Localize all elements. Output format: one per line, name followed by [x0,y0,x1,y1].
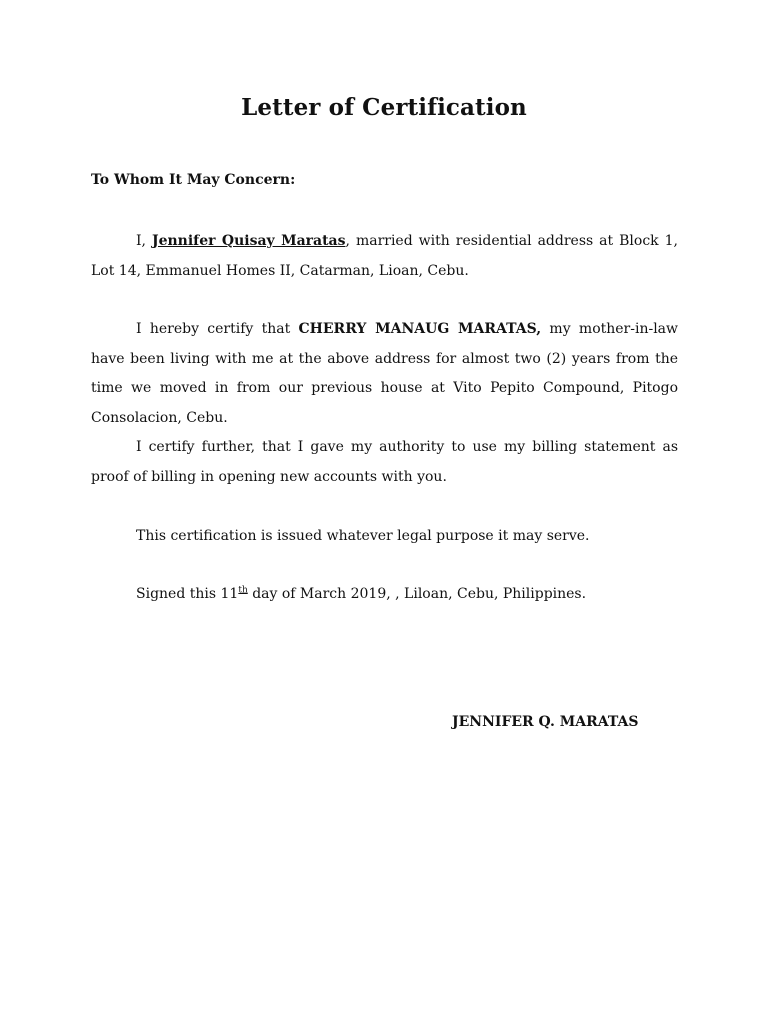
para1-prefix: I, [136,233,152,249]
purpose-statement: This certification is issued whatever legal purpose it may serve. [136,528,590,544]
paragraph-residence [91,227,678,286]
signed-prefix: Signed this 11 [136,586,239,602]
ordinal-suffix: th [238,585,248,596]
declarant-name: Jennifer Quisay Maratas [151,233,346,249]
paragraph-certification [91,315,678,433]
document-title: Letter of Certification [241,94,527,121]
paragraph-authority [91,433,678,492]
signed-rest: day of March 2019, , Liloan, Cebu, Philippines. [247,586,587,602]
para1-rest: , married with residential address at Block 1, Lot 14, Emmanuel Homes II, Catarman, Lioan, Cebu. [91,233,678,279]
signatory-name: JENNIFER Q. MARATAS [452,714,639,730]
salutation: To Whom It May Concern: [91,172,296,188]
para2-rest: my mother-in-law have been living with me at the above address for almost two (2) years from the time we moved in from our previous house at Vito Pepito Compound, Pitogo Consolacion, Cebu. [91,321,678,426]
certified-person-name: CHERRY MANAUG MARATAS, [298,321,542,337]
para3-text: I certify further, that I gave my authority to use my billing statement as proof of billing in opening new accounts with you. [91,439,678,485]
para2-prefix: I hereby certify that [136,321,299,337]
signing-statement [136,584,586,604]
